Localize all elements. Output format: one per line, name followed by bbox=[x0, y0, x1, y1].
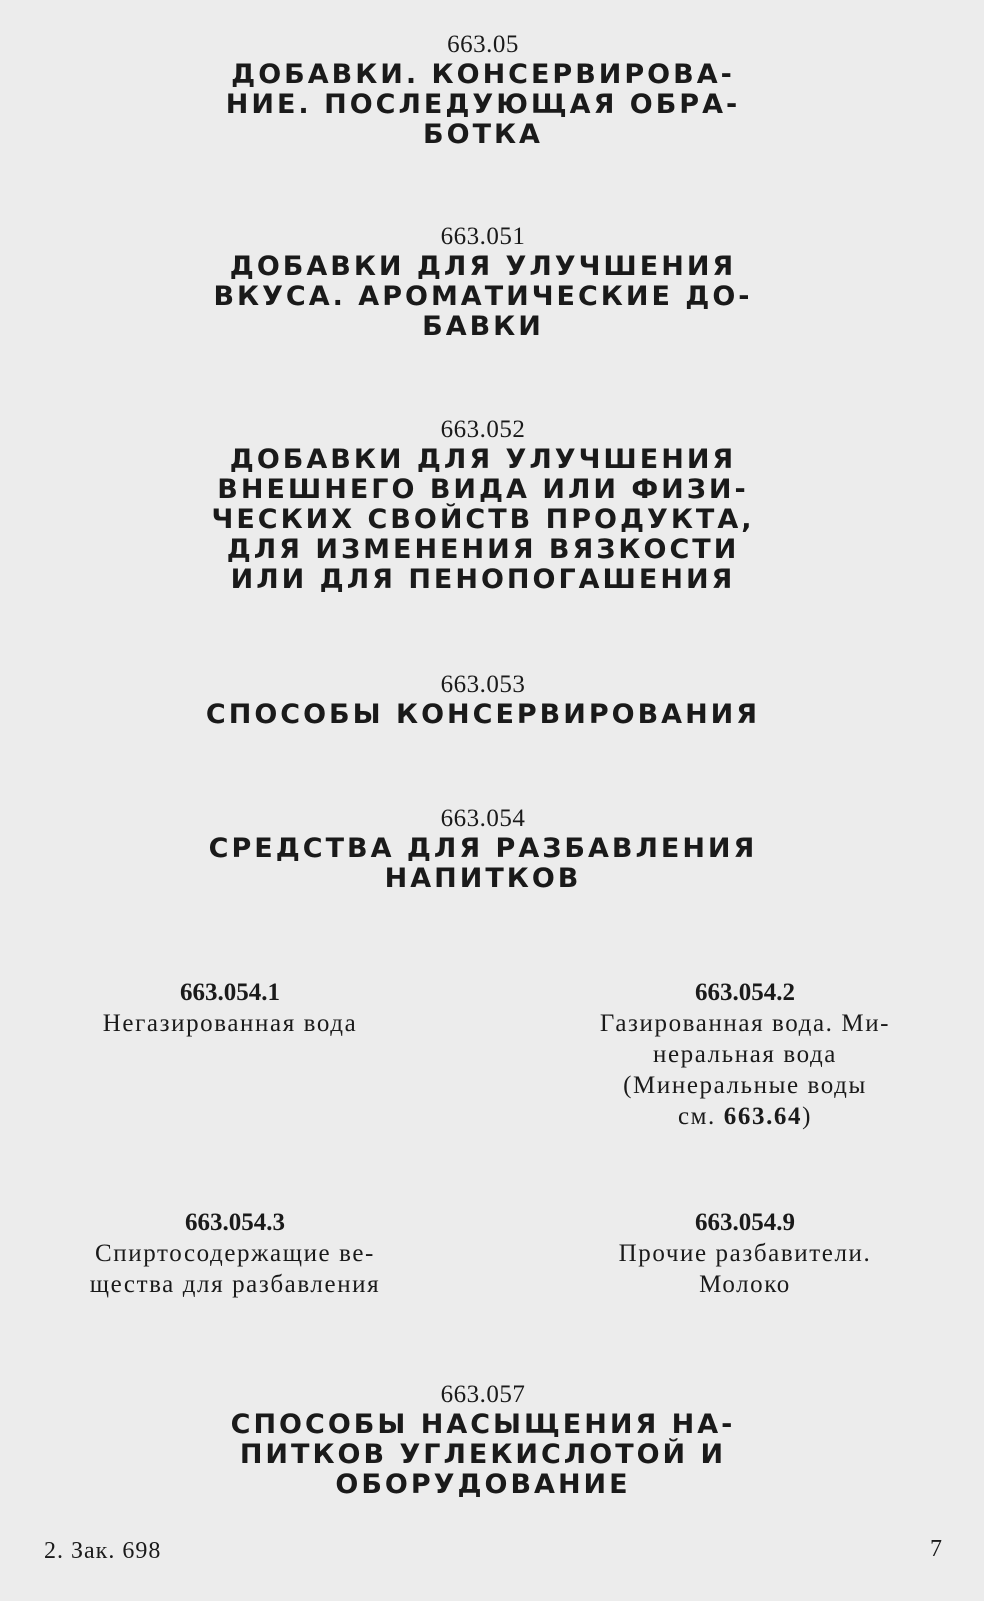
subsection-663-054-1 bbox=[60, 978, 400, 1039]
subsection-code: 663.054.3 bbox=[185, 1209, 285, 1236]
subsection-663-054-3 bbox=[50, 1208, 420, 1300]
reference-suffix: ) bbox=[802, 1103, 813, 1130]
text-line: (Минеральные воды bbox=[623, 1072, 867, 1099]
order-number: 2. Зак. 698 bbox=[44, 1538, 162, 1564]
title-line: БОТКА bbox=[423, 119, 543, 150]
section-title bbox=[200, 252, 766, 342]
title-line: ПИТКОВ УГЛЕКИСЛОТОЙ И bbox=[239, 1439, 727, 1470]
text-line: Молоко bbox=[699, 1271, 791, 1298]
title-line: ДОБАВКИ ДЛЯ УЛУЧШЕНИЯ bbox=[229, 444, 737, 475]
subsection-663-054-9 bbox=[570, 1208, 920, 1300]
text-line-reference bbox=[560, 1101, 930, 1132]
title-line: БАВКИ bbox=[422, 311, 544, 342]
subsection-text bbox=[570, 1238, 920, 1300]
section-title bbox=[200, 60, 766, 150]
title-line: СРЕДСТВА ДЛЯ РАЗБАВЛЕНИЯ bbox=[208, 833, 758, 864]
subsection-text bbox=[560, 1008, 930, 1132]
section-code: 663.051 bbox=[440, 223, 526, 250]
title-line: ВНЕШНЕГО ВИДА ИЛИ ФИЗИ- bbox=[217, 474, 749, 505]
title-line: СПОСОБЫ НАСЫЩЕНИЯ НА- bbox=[230, 1409, 736, 1440]
reference-prefix: см. bbox=[677, 1103, 724, 1130]
section-title bbox=[200, 445, 766, 595]
reference-code: 663.64 bbox=[723, 1103, 803, 1130]
title-line: ОБОРУДОВАНИЕ bbox=[335, 1469, 631, 1500]
title-line: ВКУСА. АРОМАТИЧЕСКИЕ ДО- bbox=[213, 281, 753, 312]
title-line: НИЕ. ПОСЛЕДУЮЩАЯ ОБРА- bbox=[225, 89, 741, 120]
text-line: неральная вода bbox=[652, 1041, 838, 1068]
title-line: ДЛЯ ИЗМЕНЕНИЯ ВЯЗКОСТИ bbox=[226, 534, 740, 565]
title-line: СПОСОБЫ КОНСЕРВИРОВАНИЯ bbox=[205, 699, 761, 730]
section-663-053 bbox=[200, 670, 766, 730]
subsection-text bbox=[60, 1008, 400, 1039]
title-line: ДОБАВКИ. КОНСЕРВИРОВА- bbox=[231, 59, 735, 90]
section-code: 663.05 bbox=[447, 31, 519, 58]
title-line: НАПИТКОВ bbox=[384, 863, 582, 894]
section-663-054 bbox=[200, 804, 766, 894]
section-code: 663.052 bbox=[440, 416, 526, 443]
page-number: 7 bbox=[930, 1536, 942, 1562]
subsection-663-054-2 bbox=[560, 978, 930, 1132]
subsection-code: 663.054.1 bbox=[180, 979, 280, 1006]
subsection-code: 663.054.9 bbox=[695, 1209, 795, 1236]
section-title bbox=[200, 834, 766, 894]
text-line: Негазированная вода bbox=[102, 1010, 358, 1037]
section-663-05 bbox=[200, 30, 766, 150]
subsection-text bbox=[50, 1238, 420, 1300]
section-title bbox=[200, 1410, 766, 1500]
section-code: 663.054 bbox=[440, 805, 526, 832]
section-code: 663.057 bbox=[440, 1381, 526, 1408]
subsection-code: 663.054.2 bbox=[695, 979, 795, 1006]
text-line: Спиртосодержащие ве- bbox=[95, 1240, 375, 1267]
text-line: щества для разбавления bbox=[89, 1271, 381, 1298]
section-663-052 bbox=[200, 415, 766, 595]
text-line: Прочие разбавители. bbox=[618, 1240, 872, 1267]
text-line: Газированная вода. Ми- bbox=[599, 1010, 891, 1037]
title-line: ЧЕСКИХ СВОЙСТВ ПРОДУКТА, bbox=[211, 504, 755, 535]
section-663-051 bbox=[200, 222, 766, 342]
section-code: 663.053 bbox=[440, 671, 526, 698]
section-663-057 bbox=[200, 1380, 766, 1500]
section-title bbox=[200, 700, 766, 730]
title-line: ДОБАВКИ ДЛЯ УЛУЧШЕНИЯ bbox=[229, 251, 737, 282]
title-line: ИЛИ ДЛЯ ПЕНОПОГАШЕНИЯ bbox=[230, 564, 736, 595]
